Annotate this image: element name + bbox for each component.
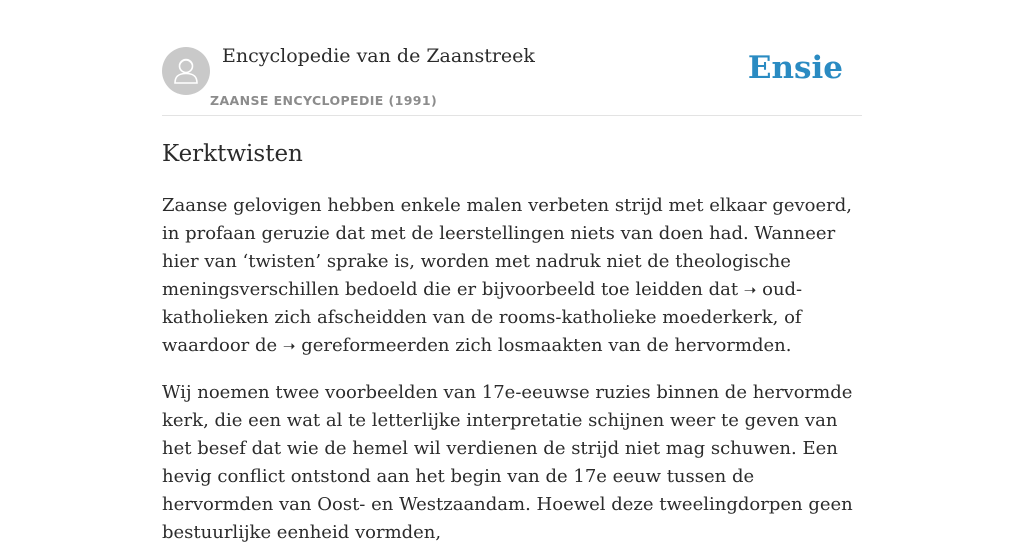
paragraph-text: zich losmaakten van de hervormden. (449, 335, 792, 356)
article (162, 138, 862, 547)
article-paragraph-1 (162, 192, 862, 360)
site-logo[interactable]: Ensie (747, 50, 843, 86)
link-oud-katholieken[interactable]: oud-katholieken (162, 279, 803, 328)
source-title[interactable]: Encyclopedie van de Zaanstreek (222, 45, 535, 67)
cross-reference-arrow-icon: ➝ (282, 337, 296, 355)
paragraph-text: zich afscheidden van de rooms-katholieke moederkerk, of waardoor de (162, 307, 802, 356)
paragraph-text: Zaanse gelovigen hebben enkele malen verbeten strijd met elkaar gevoerd, in profaan geruzie dat met de leerstellingen niets van doen had. Wanneer hier van ‘twisten’ sprake is, worden met nadruk niet de theologische meningsverschillen bedoeld die er bijvoorbeeld toe leidden dat (162, 195, 852, 300)
source-subtitle[interactable]: ZAANSE ENCYCLOPEDIE (1991) (210, 93, 438, 108)
user-silhouette-icon (162, 47, 210, 95)
cross-reference-arrow-icon: ➝ (743, 281, 757, 299)
avatar[interactable] (162, 47, 210, 95)
article-paragraph-2: Wij noemen twee voorbeelden van 17e-eeuwse ruzies binnen de hervormde kerk, die een wat al te letterlijke interpretatie schijnen weer te geven van het besef dat wie de hemel wil verdienen de strijd niet mag schuwen. Een hevig conflict ontstond aan het begin van de 17e eeuw tussen de hervormden van Oost- en Westzaandam. Hoewel deze tweelingdorpen geen bestuurlijke eenheid vormden, (162, 382, 853, 543)
link-gereformeerden[interactable]: gereformeerden (301, 335, 450, 356)
article-title: Kerktwisten (162, 141, 303, 167)
source-header (162, 0, 862, 116)
